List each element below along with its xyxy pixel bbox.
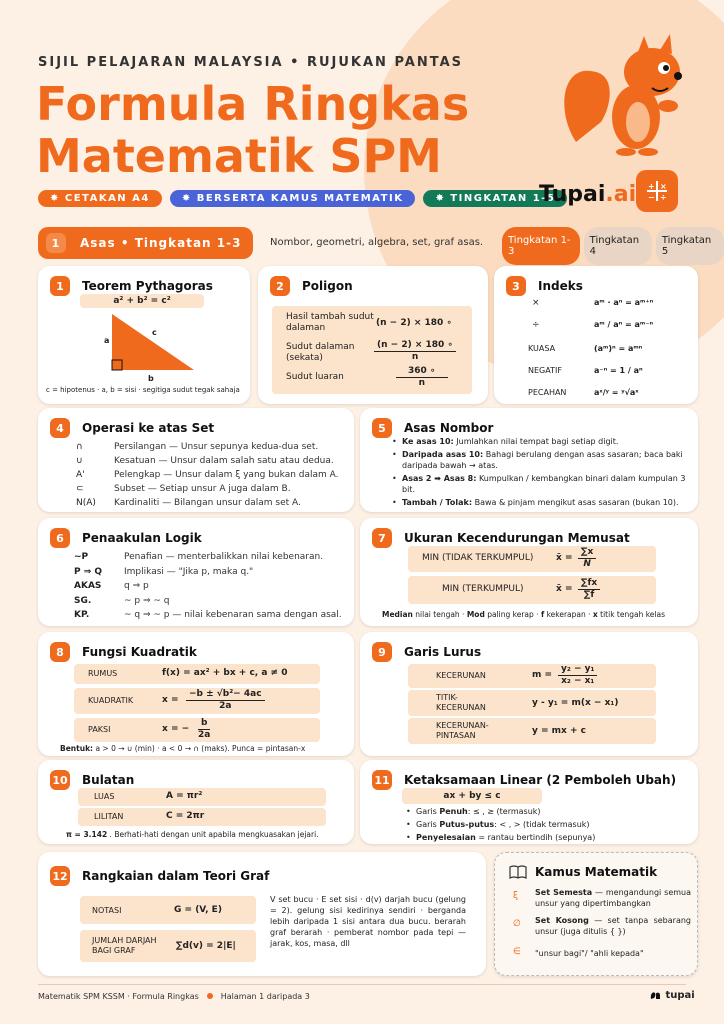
denominator: N xyxy=(583,559,591,569)
pill-cetakan: ✸ CETAKAN A4 xyxy=(38,190,162,207)
card-indeks xyxy=(494,266,698,404)
kamus-text: "unsur bagi"/ "ahli kepada" xyxy=(535,949,644,958)
calculator-icon xyxy=(636,170,678,212)
row-label: MIN (TERKUMPUL) xyxy=(442,584,524,594)
row-label: NOTASI xyxy=(92,906,122,915)
card-pythagoras xyxy=(38,266,250,404)
svg-text:÷: ÷ xyxy=(660,193,667,202)
card-number: 3 xyxy=(506,276,526,296)
item-bold: Penuh xyxy=(439,807,468,816)
note-text: titik tengah kelas xyxy=(597,610,666,619)
set-symbol: ∪ xyxy=(76,456,83,466)
title-line-1: Formula Ringkas xyxy=(36,77,470,131)
index-value: aᵐ / aⁿ = aᵐ⁻ⁿ xyxy=(594,320,654,329)
card-title: Rangkaian dalam Teori Graf xyxy=(82,869,270,883)
pythagoras-formula: a² + b² = c² xyxy=(80,294,204,308)
kamus-text: — mengandungi semua unsur yang dipertimbangkan xyxy=(535,888,691,908)
row-value: C = 2πr xyxy=(166,811,205,821)
numerator: (n − 2) × 180 ∘ xyxy=(374,340,456,352)
logic-symbol: KP. xyxy=(74,610,90,620)
list-item xyxy=(392,436,692,447)
right-triangle-diagram xyxy=(98,312,198,374)
pill-tingkatan: ✸ TINGKATAN 1-5 xyxy=(423,190,567,207)
list-item xyxy=(392,473,692,495)
card-title: Operasi ke atas Set xyxy=(82,421,215,435)
index-value: (aᵐ)ⁿ = aᵐⁿ xyxy=(594,344,643,353)
note-text: . Berhati-hati dengan unit apabila mengkuasakan jejari. xyxy=(107,830,319,839)
section-label: Asas • Tingkatan 1-3 xyxy=(80,236,242,250)
row-label: LUAS xyxy=(94,792,115,801)
row-value: y - y₁ = m(x − x₁) xyxy=(532,698,619,708)
item-text: : ≤ , ≥ (termasuk) xyxy=(467,807,541,816)
set-desc: Subset — Setiap unsur A juga dalam B. xyxy=(114,484,291,494)
set-symbol: N(A) xyxy=(76,498,96,508)
card-number: 5 xyxy=(372,418,392,438)
section-description: Nombor, geometri, algebra, set, graf asas. xyxy=(270,237,484,248)
card-fungsi-kuadratik xyxy=(38,632,354,756)
logic-symbol: SG. xyxy=(74,595,92,606)
logic-desc: q ⇒ p xyxy=(124,581,149,591)
card-title: Indeks xyxy=(538,279,583,293)
footer-brand-text: tupai xyxy=(665,990,695,1001)
set-desc: Kardinaliti — Bilangan unsur dalam set A. xyxy=(114,498,301,508)
card-title: Bulatan xyxy=(82,773,135,787)
index-value: aᵐ · aⁿ = aᵐ⁺ⁿ xyxy=(594,298,654,307)
row-frac xyxy=(558,664,597,687)
title-line-2: Matematik SPM xyxy=(36,129,442,183)
card-garis-lurus xyxy=(360,632,698,756)
kamus-symbol: ∈ xyxy=(513,947,521,957)
bulatan-note xyxy=(66,830,319,839)
row-value: y = mx + c xyxy=(532,726,586,736)
brand-logo xyxy=(539,182,636,207)
item-text: = rantau bertindih (sepunya) xyxy=(475,833,596,842)
row-label: PAKSI xyxy=(88,725,111,734)
row-label: Hasil tambah sudut dalaman xyxy=(286,312,374,333)
pythagoras-note: c = hipotenus · a, b = sisi · segitiga sudut tegak sahaja xyxy=(46,386,240,394)
card-title: Penaakulan Logik xyxy=(82,531,202,545)
squirrel-mascot-icon xyxy=(556,32,686,157)
mean-note xyxy=(382,610,665,619)
row-lhs: x = − xyxy=(162,724,190,734)
row-lhs: x = xyxy=(162,695,179,705)
row-label: MIN (TIDAK TERKUMPUL) xyxy=(422,553,534,563)
footer-divider xyxy=(38,984,686,985)
card-kecendurungan-memusat xyxy=(360,518,698,626)
list-item xyxy=(406,832,595,843)
row-value xyxy=(374,340,456,363)
set-symbol: ⊂ xyxy=(76,484,84,494)
row-label: Sudut luaran xyxy=(286,372,344,382)
footer xyxy=(38,992,310,1001)
row-frac xyxy=(186,689,265,712)
row-label: RUMUS xyxy=(88,669,118,678)
numerator: ∑fx xyxy=(578,578,600,590)
card-penaakulan-logik xyxy=(38,518,354,626)
brand-main: Tupai xyxy=(539,182,606,207)
kamus-def xyxy=(535,887,691,909)
item-text: Jumlahkan nilai tempat bagi setiap digit. xyxy=(453,437,619,446)
set-symbols xyxy=(76,440,96,510)
side-a-label: a xyxy=(104,336,110,345)
card-number: 8 xyxy=(50,642,70,662)
level-tabs xyxy=(502,227,724,265)
kamus-term: Set Semesta xyxy=(535,888,593,897)
logic-desc: Penafian — menterbalikkan nilai kebenaran. xyxy=(124,552,324,562)
footer-dot xyxy=(207,993,213,999)
rumus-row xyxy=(74,664,320,684)
note-text: a > 0 → ∪ (min) · a < 0 → ∩ (maks). Punca = pintasan-x xyxy=(93,744,306,753)
card-number: 12 xyxy=(50,866,70,886)
index-label: NEGATIF xyxy=(528,366,562,375)
card-asas-nombor xyxy=(360,408,698,512)
row-label: Sudut dalaman (sekata) xyxy=(286,342,355,363)
index-value: a⁻ⁿ = 1 / aⁿ xyxy=(594,366,643,375)
index-label: × xyxy=(532,298,540,308)
row-value: G = (V, E) xyxy=(174,905,222,915)
pill-kamus: ✸ BERSERTA KAMUS MATEMATIK xyxy=(170,190,416,207)
set-symbol: A' xyxy=(76,470,85,480)
list-item xyxy=(406,806,595,817)
brand-suffix: .ai xyxy=(605,182,637,207)
row-value: A = πr² xyxy=(166,791,203,801)
kuadratik-row xyxy=(74,688,320,714)
card-operasi-set xyxy=(38,408,354,512)
row-lhs: x̄ = xyxy=(556,584,573,594)
titik-kecerunan-row xyxy=(408,690,656,716)
kamus-header xyxy=(509,865,657,879)
denominator: 2a xyxy=(198,730,211,740)
index-value: aˣ/ʸ = ʸ√aˣ xyxy=(594,388,639,397)
logic-desc: ~ q ⇒ ~ p — nilai kebenaran sama dengan asal. xyxy=(124,610,342,620)
logic-descriptions xyxy=(124,550,342,623)
side-b-label: b xyxy=(148,374,154,383)
book-icon xyxy=(509,865,527,879)
card-teori-graf xyxy=(38,852,486,976)
card-title: Asas Nombor xyxy=(404,421,494,435)
graph-description: V set bucu · E set sisi · d(v) darjah bucu (gelung = 2). gelung sisi kedirinya sendiri · berganda lebih daripada 1 sisi antara dua bucu. berarah graf berarah · pemberat nombor pada tepi — jarak, kos, masa, dll xyxy=(270,895,466,948)
page-title xyxy=(36,78,469,182)
item-pre: Garis xyxy=(416,820,440,829)
svg-text:×: × xyxy=(660,182,667,191)
card-number: 4 xyxy=(50,418,70,438)
card-number: 2 xyxy=(270,276,290,296)
inequality-formula: ax + by ≤ c xyxy=(402,788,542,804)
row-frac xyxy=(578,547,596,570)
section-number: 1 xyxy=(46,233,66,253)
mean-ungrouped-row xyxy=(408,546,656,572)
item-bold: Asas 2 ➡ Asas 8: xyxy=(402,474,477,483)
card-bulatan xyxy=(38,760,354,844)
item-bold: Tambah / Tolak: xyxy=(402,498,473,507)
numerator: 360 ∘ xyxy=(396,366,448,378)
row-value: f(x) = ax² + bx + c, a ≠ 0 xyxy=(162,668,288,678)
header-subtitle: SIJIL PELAJARAN MALAYSIA • RUJUKAN PANTAS xyxy=(38,55,464,70)
poligon-formulas xyxy=(272,306,472,394)
logic-symbols xyxy=(74,550,102,623)
denominator: ∑f xyxy=(583,590,595,600)
kamus-symbol: ξ xyxy=(513,891,519,901)
asas-list xyxy=(392,436,692,510)
kecerunan-pintasan-row xyxy=(408,718,656,744)
inequality-list xyxy=(406,806,595,844)
numerator: b xyxy=(198,718,210,730)
logic-symbol: ~P xyxy=(74,552,89,562)
card-kamus-matematik xyxy=(494,852,698,976)
numerator: ∑x xyxy=(578,547,596,559)
row-label: JUMLAH DARJAH BAGI GRAF xyxy=(92,936,157,955)
kamus-def xyxy=(535,915,691,937)
bentuk-note xyxy=(60,744,305,753)
row-label: KUADRATIK xyxy=(88,696,134,705)
side-c-label: c xyxy=(152,328,157,337)
row-label: LILITAN xyxy=(94,812,124,821)
denominator: n xyxy=(418,378,425,388)
item-text: Kumpulkan / kembangkan binari dalam kumpulan 3 bit. xyxy=(402,474,686,494)
kecerunan-row xyxy=(408,664,656,688)
section-header xyxy=(38,227,253,259)
note-text: paling kerap · xyxy=(484,610,541,619)
note-bold: f xyxy=(540,610,545,619)
row-lhs: m = xyxy=(532,670,553,680)
card-number: 10 xyxy=(50,770,70,790)
denominator: 2a xyxy=(219,701,232,711)
mean-grouped-row xyxy=(408,576,656,604)
logic-desc: ~ p ⇒ ~ q xyxy=(124,595,170,606)
note-bold: Mod xyxy=(466,610,485,619)
set-symbol: ∩ xyxy=(76,442,83,452)
note-text: kekerapan · xyxy=(544,610,593,619)
tab-tingkatan-1-3[interactable]: Tingkatan 1-3 xyxy=(502,227,580,265)
card-title: Fungsi Kuadratik xyxy=(82,645,197,659)
note-bold: Median xyxy=(382,610,413,619)
row-lhs: x̄ = xyxy=(556,553,573,563)
list-item xyxy=(392,497,692,508)
squirrel-logo-icon xyxy=(650,990,662,1000)
kamus-def xyxy=(535,949,644,958)
kamus-term: Set Kosong xyxy=(535,916,589,925)
item-bold: Penyelesaian xyxy=(416,833,476,842)
footer-left: Matematik SPM KSSM · Formula Ringkas xyxy=(38,992,199,1001)
luas-row xyxy=(78,788,326,806)
item-bold: Daripada asas 10: xyxy=(402,450,484,459)
card-poligon xyxy=(258,266,488,404)
list-item xyxy=(392,449,692,471)
paksi-row xyxy=(74,718,320,742)
row-value xyxy=(396,366,448,389)
card-title: Ketaksamaan Linear (2 Pemboleh Ubah) xyxy=(404,773,677,787)
item-text: : < , > (tidak termasuk) xyxy=(494,820,590,829)
footer-brand xyxy=(650,990,695,1001)
card-title: Poligon xyxy=(302,279,353,293)
set-desc: Persilangan — Unsur sepunya kedua-dua set. xyxy=(114,442,319,452)
card-number: 9 xyxy=(372,642,392,662)
feature-pills xyxy=(38,190,567,207)
card-ketaksamaan-linear xyxy=(360,760,698,844)
logic-desc: Implikasi — "Jika p, maka q." xyxy=(124,566,254,577)
tab-tingkatan-5[interactable]: Tingkatan 5 xyxy=(656,227,724,265)
lilitan-row xyxy=(78,808,326,826)
card-title: Teorem Pythagoras xyxy=(82,279,213,293)
card-title: Ukuran Kecendurungan Memusat xyxy=(404,531,630,545)
row-frac xyxy=(578,578,600,601)
list-item xyxy=(406,819,595,830)
notasi-row xyxy=(80,896,256,924)
svg-text:−: − xyxy=(648,193,655,202)
row-label: KECERUNAN-PINTASAN xyxy=(436,721,489,740)
card-title: Garis Lurus xyxy=(404,645,482,659)
item-bold: Ke asas 10: xyxy=(402,437,454,446)
kamus-title: Kamus Matematik xyxy=(535,865,658,879)
item-text: Bahagi berulang dengan asas sasaran; baca baki daripada bawah → atas. xyxy=(402,450,683,470)
index-label: ÷ xyxy=(532,320,540,330)
darjah-row xyxy=(80,930,256,962)
tab-tingkatan-4[interactable]: Tingkatan 4 xyxy=(584,227,652,265)
row-value: ∑d(v) = 2|E| xyxy=(176,941,236,951)
denominator: n xyxy=(411,352,419,362)
row-label: TITIK-KECERUNAN xyxy=(436,693,486,712)
row-label: KECERUNAN xyxy=(436,671,486,680)
logic-symbol: P ⇒ Q xyxy=(74,566,103,577)
numerator: −b ± √b²− 4ac xyxy=(186,689,265,701)
item-pre: Garis xyxy=(416,807,440,816)
footer-page: Halaman 1 daripada 3 xyxy=(220,992,310,1001)
denominator: x₂ − x₁ xyxy=(561,676,595,686)
card-number: 6 xyxy=(50,528,70,548)
card-number: 11 xyxy=(372,770,392,790)
note-bold: π = 3.142 xyxy=(66,830,108,839)
card-number: 1 xyxy=(50,276,70,296)
index-label: PECAHAN xyxy=(528,388,567,397)
logic-symbol: AKAS xyxy=(74,581,102,591)
item-bold: Putus-putus xyxy=(439,820,495,829)
numerator: y₂ − y₁ xyxy=(558,664,597,676)
item-text: Bawa & pinjam mengikut asas sasaran (bukan 10). xyxy=(472,498,679,507)
note-text: nilai tengah · xyxy=(412,610,467,619)
row-frac xyxy=(198,718,210,741)
set-descriptions xyxy=(114,440,339,510)
kamus-text: — set tanpa sebarang unsur (juga ditulis { }) xyxy=(535,916,691,936)
index-label: KUASA xyxy=(528,344,556,353)
card-number: 7 xyxy=(372,528,392,548)
set-desc: Pelengkap — Unsur dalam ξ yang bukan dalam A. xyxy=(114,470,339,480)
kamus-symbol: ∅ xyxy=(513,919,521,929)
set-desc: Kesatuan — Unsur dalam salah satu atau dedua. xyxy=(114,456,334,466)
note-bold: x xyxy=(592,610,598,619)
row-value: (n − 2) × 180 ∘ xyxy=(376,318,453,328)
note-bold: Bentuk: xyxy=(60,744,94,753)
svg-text:+: + xyxy=(648,182,655,191)
